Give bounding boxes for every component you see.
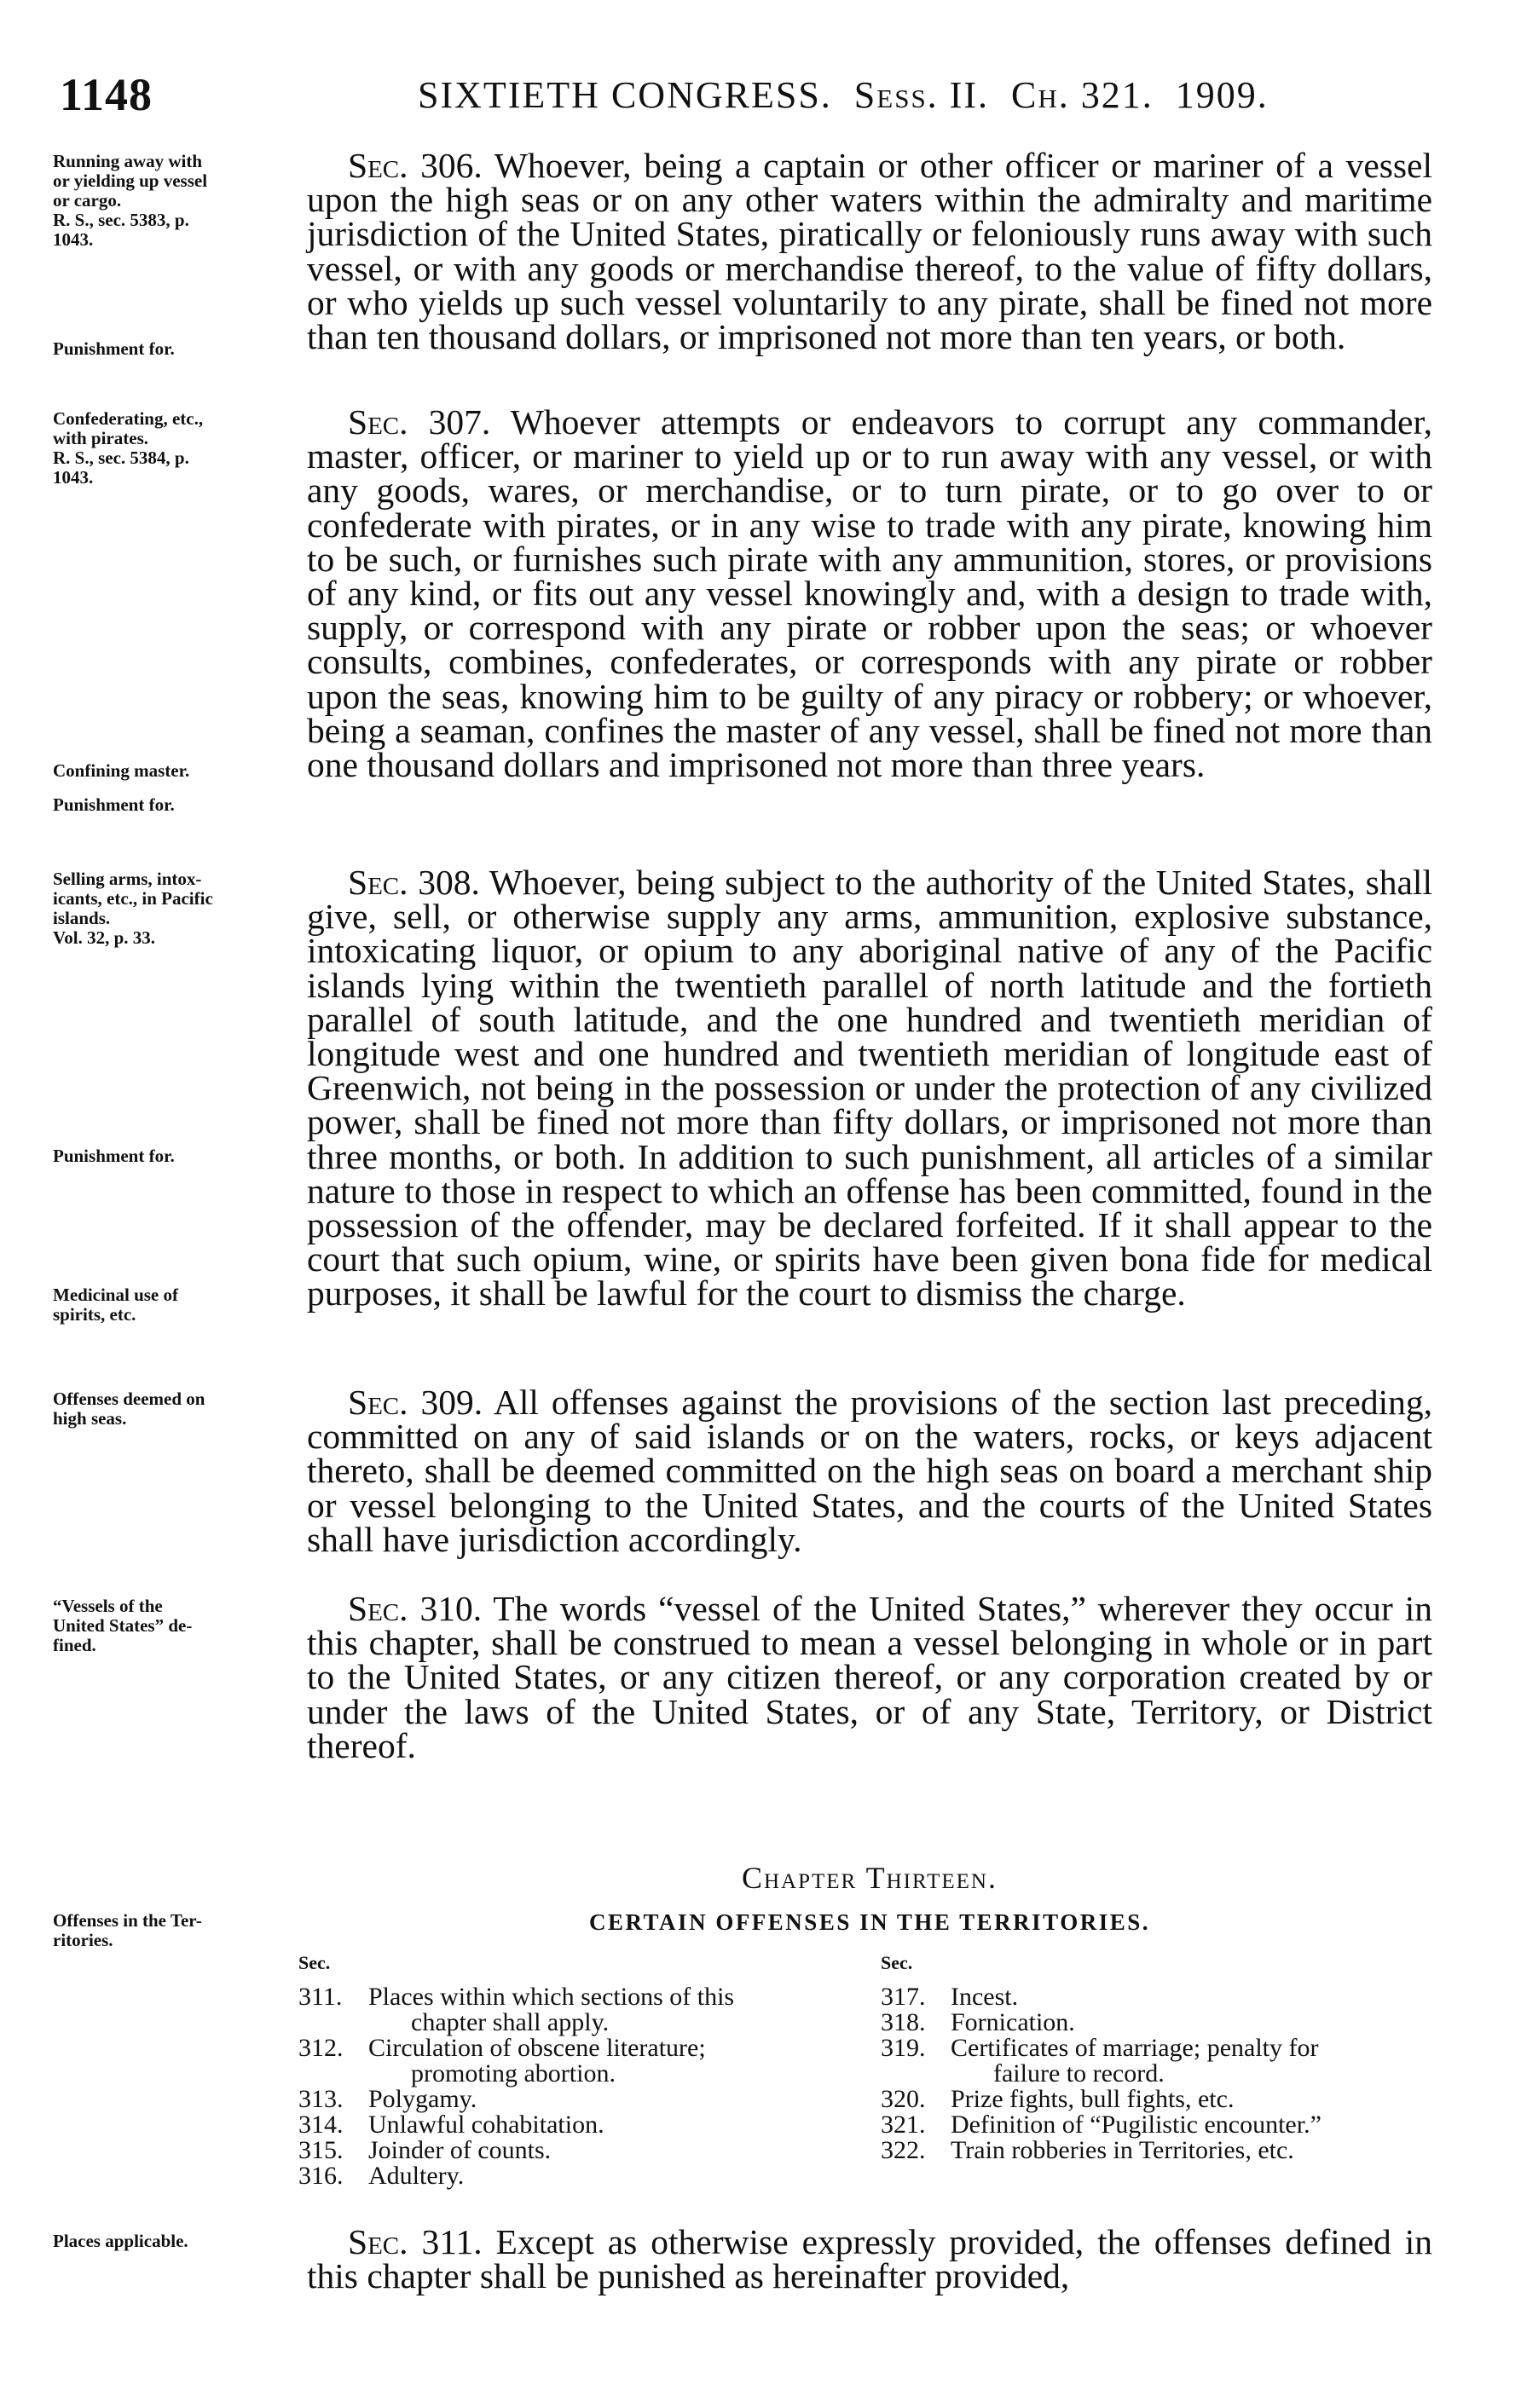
section-label: Sec. 307.	[348, 402, 491, 442]
margin-note-punishment-306: Punishment for.	[53, 338, 175, 359]
toc-item: 322. Train robberies in Territories, etc.	[881, 2136, 1294, 2164]
section-307	[307, 402, 1432, 785]
margin-note-confederating: Confederating, etc., with pirates. R. S., sec. 5384, p. 1043.	[53, 408, 204, 488]
page-number: 1148	[60, 69, 153, 120]
toc-item: 312. Circulation of obscene literature; promoting abortion.	[298, 2034, 706, 2088]
section-label: Sec. 310.	[348, 1589, 483, 1628]
section-308	[307, 863, 1432, 1314]
margin-note-confining-master: Confining master.	[53, 760, 190, 781]
section-306	[307, 146, 1432, 357]
section-text: Whoever, being subject to the authority of the United States, shall give, sell, or otherwise supply any arms, ammunition, explosive substance, intoxicating liquor, or opium to any aboriginal native of any of the Pacific islands lying within the twentieth parallel of north latitude and the fortieth parallel of south latitude, and the one hundred and twentieth meridian of longitude west and one hundred and twentieth meridian of longitude east of Greenwich, not being in the possession or under the protection of any civilized power, shall be fined not more than fifty dollars, or imprisoned not more than three months, or both. In addition to such punishment, all articles of a similar nature to those in respect to which an offense has been committed, found in the possession of the offender, may be declared forfeited. If it shall appear to the court that such opium, wine, or spirits have been given bona fide for medical purposes, it shall be lawful for the court to dismiss the charge.	[307, 863, 1432, 1314]
section-text: All offenses against the provisions of the section last preceding, committed on any of said islands or on the waters, rocks, or keys adjacent thereto, shall be deemed committed on the high seas on board a merchant ship or vessel belonging to the United States, and the courts of the United States shall have jurisdiction accordingly.	[307, 1383, 1433, 1559]
toc-sec-heading: Sec.	[881, 1952, 913, 1973]
running-head	[418, 73, 1269, 117]
margin-note-medicinal-use: Medicinal use of spirits, etc.	[53, 1285, 178, 1325]
toc-item: 319. Certificates of marriage; penalty for failure to record.	[881, 2034, 1319, 2088]
toc-item: 311. Places within which sections of this chapter shall apply.	[298, 1983, 735, 2036]
toc-sec-heading: Sec.	[298, 1952, 331, 1973]
margin-note-punishment-308: Punishment for.	[53, 1146, 175, 1166]
page-header	[60, 68, 1453, 128]
margin-note-offenses-territories: Offenses in the Ter- ritories.	[53, 1910, 202, 1950]
toc-item: 316. Adultery.	[298, 2162, 465, 2190]
section-311	[307, 2222, 1432, 2296]
toc-item: 318. Fornication.	[881, 2008, 1075, 2036]
toc-item: 313. Polygamy.	[298, 2085, 477, 2113]
toc-item: 317. Incest.	[881, 1983, 1019, 2011]
margin-note-vessels-defined: “Vessels of the United States” de- fined.	[53, 1596, 193, 1655]
toc-left-column	[298, 1950, 844, 2189]
margin-note-offenses-high-seas: Offenses deemed on high seas.	[53, 1389, 205, 1429]
section-label: Sec. 311.	[348, 2222, 483, 2261]
section-label: Sec. 309.	[348, 1383, 483, 1422]
year-label: 1909.	[1175, 74, 1269, 116]
congress-label: SIXTIETH CONGRESS.	[418, 74, 832, 116]
section-text: Except as otherwise expressly provided, the offenses defined in this chapter shall be punished as hereinafter provided,	[307, 2222, 1432, 2296]
toc-item: 321. Definition of “Pugilistic encounter.”	[881, 2111, 1321, 2139]
chapter-title: Chapter Thirteen.	[741, 1861, 998, 1895]
section-text: The words “vessel of the United States,” wherever they occur in this chapter, shall be construed to mean a vessel belonging in whole or in part to the United States, or any citizen thereof, or any corporation created by or under the laws of the United States, or of any State, Territory, or District thereof.	[307, 1589, 1432, 1765]
section-label: Sec. 306.	[348, 146, 483, 185]
margin-note-selling-arms: Selling arms, intox- icants, etc., in Pacific islands. Vol. 32, p. 33.	[53, 869, 213, 948]
section-310	[307, 1591, 1432, 1763]
section-text: Whoever, being a captain or other officer or mariner of a vessel upon the high seas or on any other waters within the admiralty and maritime jurisdiction of the United States, piratically or feloniously runs away with such vessel, or with any goods or merchandise thereof, to the value of fifty dollars, or who yields up such vessel voluntarily to any pirate, shall be fined not more than ten thousand dollars, or imprisoned not more than ten years, or both.	[307, 146, 1432, 357]
chapter-label: Ch. 321.	[1011, 74, 1154, 116]
toc-item: 315. Joinder of counts.	[298, 2136, 552, 2164]
toc-right-column	[881, 1950, 1443, 2163]
toc-item: 320. Prize fights, bull fights, etc.	[881, 2085, 1235, 2113]
toc-item: 314. Unlawful cohabitation.	[298, 2111, 604, 2139]
section-label: Sec. 308.	[348, 863, 480, 902]
margin-note-places-applicable: Places applicable.	[53, 2231, 188, 2251]
chapter-subtitle: CERTAIN OFFENSES IN THE TERRITORIES.	[589, 1909, 1150, 1935]
section-309	[307, 1383, 1433, 1559]
margin-note-running-away: Running away with or yielding up vessel or cargo. R. S., sec. 5383, p. 1043.	[53, 151, 208, 250]
section-text: Whoever attempts or endeavors to corrupt any commander, master, officer, or mariner to yield up or to run away with any vessel, or with any goods, wares, or merchandise, or to turn pirate, or to go over to or confederate with pirates, or in any wise to trade with any pirate, knowing him to be such, or furnishes such pirate with any ammunition, stores, or provisions of any kind, or fits out any vessel knowingly and, with a design to trade with, supply, or correspond with any pirate or robber upon the seas; or whoever consults, combines, confederates, or corresponds with any pirate or robber upon the seas, knowing him to be guilty of any piracy or robbery; or whoever, being a seaman, confines the master of any vessel, shall be fined not more than one thousand dollars and imprisoned not more than three years.	[307, 402, 1432, 785]
margin-note-punishment-307: Punishment for.	[53, 794, 175, 815]
session-label: Sess. II.	[853, 74, 989, 116]
